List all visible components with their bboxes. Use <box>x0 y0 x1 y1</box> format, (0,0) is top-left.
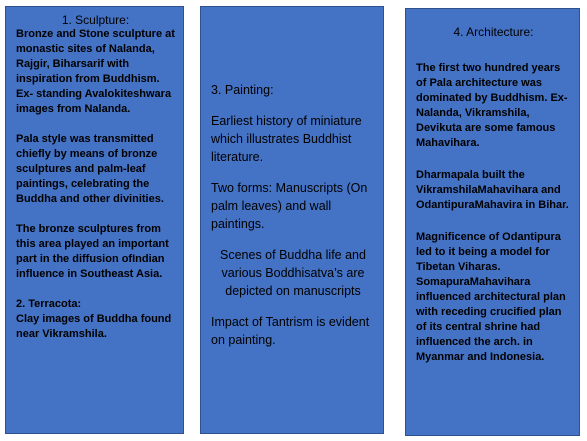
terracota-heading: 2. Terracota: <box>16 298 82 310</box>
architecture-paragraph-1: The first two hundred years of Pala architecture was dominated by Buddhism. Ex- Nalanda, Vikramshila, Devikuta are some famous Mahavihara. <box>416 62 568 149</box>
architecture-paragraph-2: Dharmapala built the VikramshilaMahavihara and OdantipuraMahavira in Bihar. <box>416 169 569 211</box>
sculpture-title: 1. Sculpture: <box>61 13 130 27</box>
architecture-paragraph-3: Magnificence of Odantipura led to it being a model for Tibetan Viharas. SomapuraMahavihara influenced architectural plan with receding crucified plan of its central shrine had influenced the arch. in Myanmar and Indonesia. <box>416 231 566 363</box>
sculpture-paragraph-2: Pala style was transmitted chiefly by means of bronze sculptures and palm-leaf paintings, celebrating the Buddha and other divinities. <box>16 133 164 205</box>
painting-paragraph-1: Earliest history of miniature which illustrates Buddhist literature. <box>211 114 362 164</box>
painting-paragraph-2: Two forms: Manuscripts (On palm leaves) and wall paintings. <box>211 181 368 231</box>
painting-paragraph-3: Scenes of Buddha life and various Boddhisatva’s are depicted on manuscripts <box>220 248 366 298</box>
sculpture-panel <box>5 6 184 434</box>
terracota-text: Clay images of Buddha found near Vikramshila. <box>16 313 172 340</box>
sculpture-paragraph-3: The bronze sculptures from this area played an important part in the diffusion ofIndian influence in Southeast Asia. <box>16 223 169 280</box>
architecture-panel <box>405 8 580 436</box>
sculpture-paragraph-1: Bronze and Stone sculpture at monastic sites of Nalanda, Rajgir, Biharsarif with inspiration from Buddhism. Ex- standing Avalokiteshwara images from Nalanda. <box>16 28 175 115</box>
architecture-title: 4. Architecture: <box>453 25 534 39</box>
painting-panel <box>200 6 384 434</box>
painting-paragraph-4: Impact of Tantrism is evident on painting. <box>211 315 370 347</box>
painting-title: 3. Painting: <box>211 83 274 97</box>
